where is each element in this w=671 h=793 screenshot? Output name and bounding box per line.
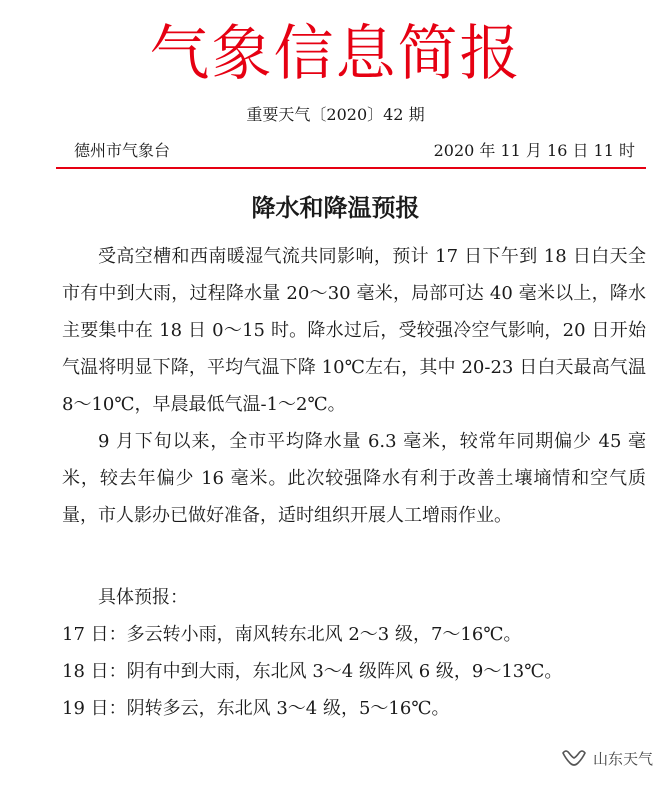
article-headline: 降水和降温预报 bbox=[251, 194, 420, 222]
masthead-title: 气象信息简报 bbox=[149, 19, 522, 89]
forecast-day: 17 日：多云转小雨，南风转东北风 2～3 级，7～16℃。 bbox=[62, 624, 522, 645]
issuing-office: 德州市气象台 bbox=[74, 141, 171, 160]
issue-datetime: 2020 年 11 月 16 日 11 时 bbox=[433, 141, 635, 160]
forecast-day: 18 日：阴有中到大雨，东北风 3～4 级阵风 6 级，9～13℃。 bbox=[62, 661, 563, 682]
article-body bbox=[62, 238, 646, 534]
red-divider bbox=[56, 167, 646, 169]
forecast-day: 19 日：阴转多云，东北风 3～4 级，5～16℃。 bbox=[62, 698, 450, 719]
paragraph: 9 月下旬以来，全市平均降水量 6.3 毫米，较常年同期偏少 45 毫米，较去年偏少 16 毫米。此次较强降水有利于改善土壤墒情和空气质量，市人影办已做好准备，适时组织开展人工增雨作业。 bbox=[62, 431, 646, 526]
watermark-text: 山东天气 bbox=[592, 749, 653, 768]
issue-number: 重要天气〔2020〕42 期 bbox=[246, 105, 425, 124]
meta-row bbox=[60, 140, 641, 162]
source-watermark bbox=[561, 745, 653, 771]
forecast-section bbox=[62, 579, 646, 727]
wechat-channel-icon bbox=[561, 747, 587, 769]
paragraph: 受高空槽和西南暖湿气流共同影响，预计 17 日下午到 18 日白天全市有中到大雨，过程降水量 20～30 毫米，局部可达 40 毫米以上，降水主要集中在 18 日 0～15 时。降水过后，受较强冷空气影响，20 日开始气温将明显下降，平均气温下降 10℃左右，其中 20-23 日白天最高气温 8～10℃，早晨最低气温-1～2℃。 bbox=[62, 246, 646, 415]
forecast-label: 具体预报： bbox=[98, 587, 188, 608]
